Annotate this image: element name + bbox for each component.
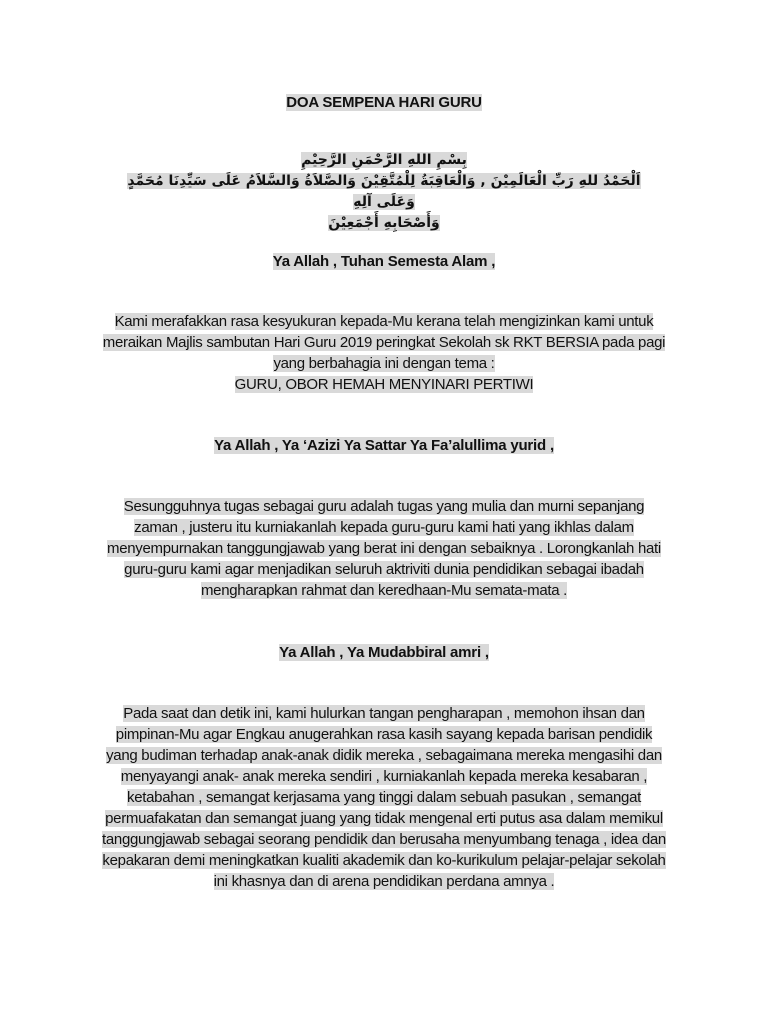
section-heading-2: Ya Allah , Ya ‘Azizi Ya Sattar Ya Fa’alullima yurid , bbox=[214, 437, 554, 454]
paragraph-line: guru-guru kami agar menjadikan seluruh aktriviti dunia pendidikan sebagai ibadah bbox=[124, 561, 644, 578]
paragraph-line: tanggungjawab sebagai seorang pendidik dan berusaha menyumbang tenaga , idea dan bbox=[102, 831, 666, 848]
paragraph-line: Pada saat dan detik ini, kami hulurkan tangan pengharapan , memohon ihsan dan bbox=[123, 705, 645, 722]
section-heading-3: Ya Allah , Ya Mudabbiral amri , bbox=[279, 644, 489, 661]
title-text: DOA SEMPENA HARI GURU bbox=[286, 94, 482, 111]
paragraph-line: yang budiman terhadap anak-anak didik mereka , sebagaimana mereka mengasihi dan bbox=[106, 747, 662, 764]
paragraph-line: GURU, OBOR HEMAH MENYINARI PERTIWI bbox=[234, 376, 534, 393]
arabic-line-closing: وَأَصْحَابِهِ أَجْمَعِيْنَ bbox=[328, 215, 440, 231]
paragraph-line: permuafakatan dan semangat juang yang tidak mengenal erti putus asa dalam memikul bbox=[105, 810, 663, 827]
paragraph-line: Sesungguhnya tugas sebagai guru adalah tugas yang mulia dan murni sepanjang bbox=[123, 498, 645, 515]
arabic-line-basmalah: بِسْمِ اللهِ الرَّحْمَنِ الرَّحِيْمِ bbox=[301, 152, 467, 168]
arabic-line-hamdalah: اَلْحَمْدُ للهِ رَبِّ الْعَالَمِيْنَ , وَالْعَاقِبَةُ لِلْمُتَّقِيْنَ وَالصَّلاَةُ وَالسَّلاَمُ عَلَى سَيِّدِنَا مُحَمَّدٍ وَعَلَى آلِهِ bbox=[127, 173, 641, 210]
paragraph-line: ketabahan , semangat kerjasama yang tinggi dalam sebuah pasukan , semangat bbox=[127, 789, 641, 806]
paragraph-line: kepakaran demi meningkatkan kualiti akademik dan ko-kurikulum pelajar-pelajar sekolah bbox=[102, 852, 666, 869]
section-heading-1: Ya Allah , Tuhan Semesta Alam , bbox=[272, 253, 496, 270]
paragraph-line: yang berbahagia ini dengan tema : bbox=[273, 355, 495, 372]
paragraph-line: zaman , justeru itu kurniakanlah kepada guru-guru kami hati yang ikhlas dalam bbox=[134, 519, 634, 536]
arabic-opening bbox=[120, 150, 648, 234]
paragraph-line: Kami merafakkan rasa kesyukuran kepada-Mu kerana telah mengizinkan kami untuk bbox=[114, 313, 654, 330]
page-title bbox=[0, 93, 768, 113]
paragraph-line: menyempurnakan tanggungjawab yang berat ini dengan sebaiknya . Lorongkanlah hati bbox=[107, 540, 661, 557]
paragraph-line: menyayangi anak- anak mereka sendiri , kurniakanlah kepada mereka kesabaran , bbox=[120, 768, 648, 785]
paragraph-line: mengharapkan rahmat dan keredhaan-Mu semata-mata . bbox=[200, 582, 568, 599]
paragraph-line: meraikan Majlis sambutan Hari Guru 2019 peringkat Sekolah sk RKT BERSIA pada pagi bbox=[102, 334, 666, 351]
section-paragraph-1 bbox=[84, 311, 684, 395]
section-paragraph-2 bbox=[84, 496, 684, 601]
paragraph-line: ini khasnya dan di arena pendidikan perdana amnya . bbox=[213, 873, 555, 890]
paragraph-line: pimpinan-Mu agar Engkau anugerahkan rasa kasih sayang kepada barisan pendidik bbox=[115, 726, 653, 743]
section-paragraph-3 bbox=[84, 703, 684, 892]
